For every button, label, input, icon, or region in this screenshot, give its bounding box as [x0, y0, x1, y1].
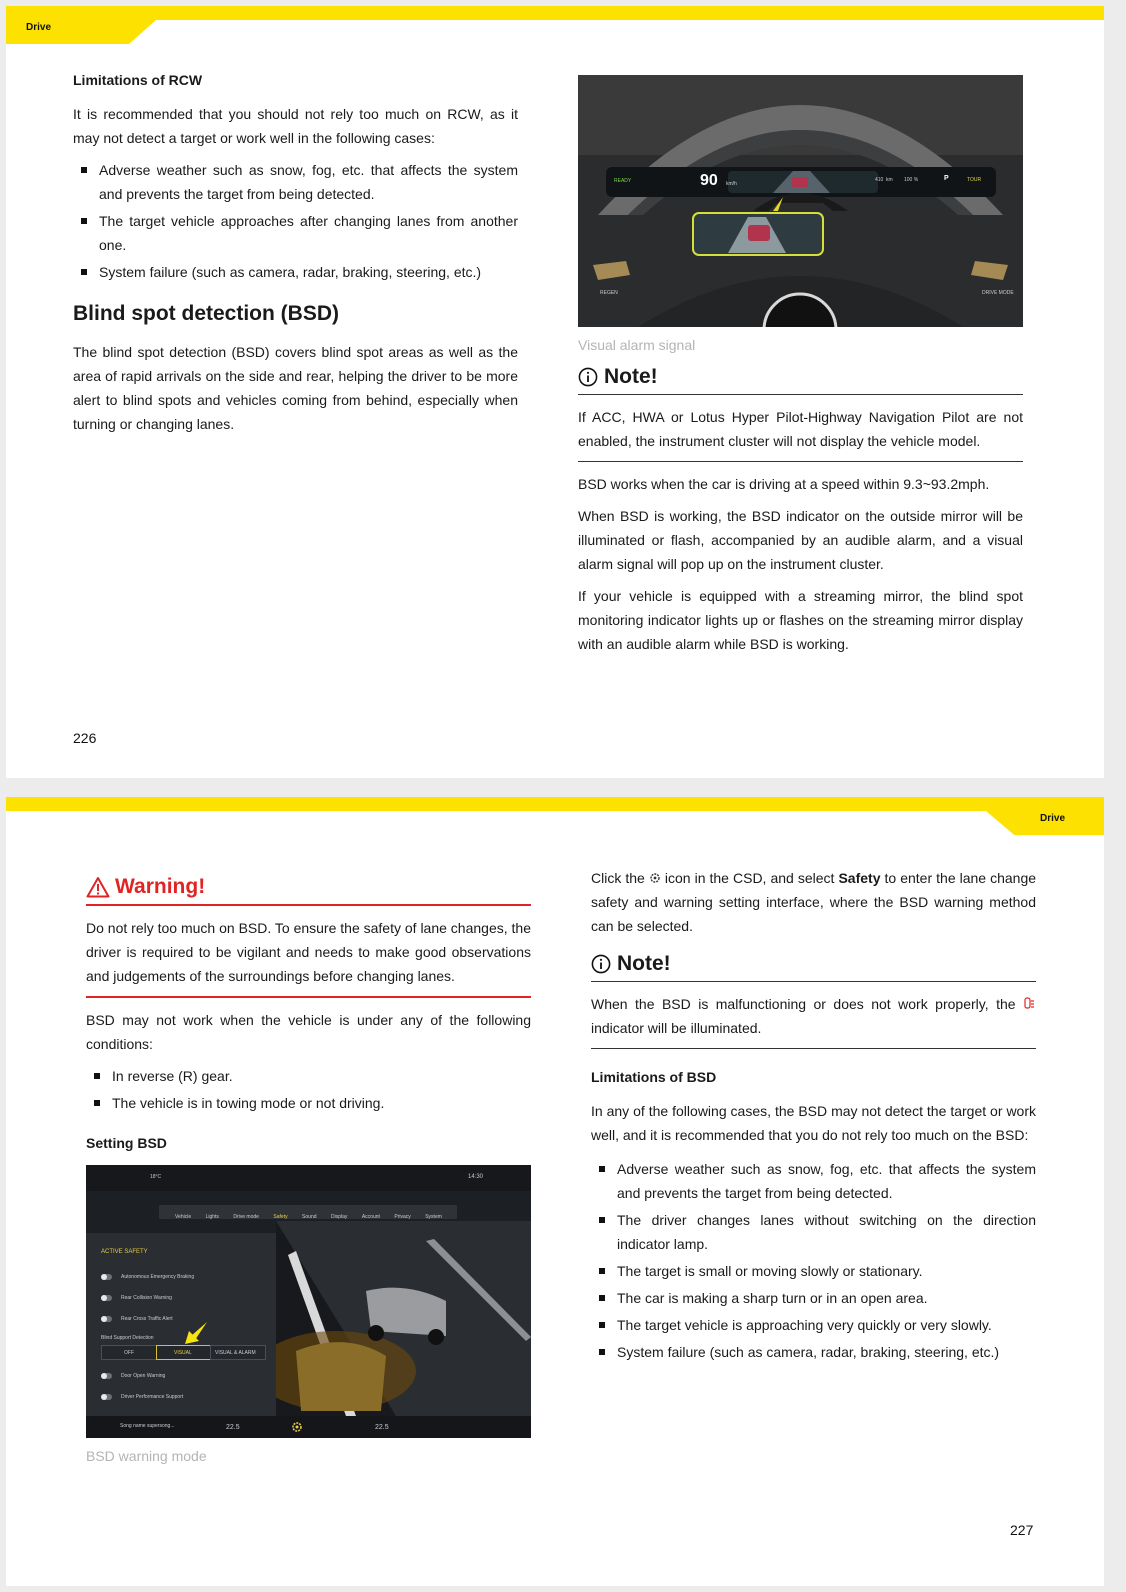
csd-row-label: Autonomous Emergency Braking — [121, 1274, 195, 1280]
bsd-intro: The blind spot detection (BSD) covers blind spot areas as well as the area of rapid arrivals on the side and rear, helping the driver to be more alert to blind spots and vehicles coming from behind, especially when turning or changing lanes. — [73, 344, 518, 432]
list-item: In reverse (R) gear. — [86, 1064, 531, 1088]
csd-tab: Account — [361, 1214, 380, 1220]
page-227 — [6, 797, 1104, 1586]
right-column — [591, 866, 1036, 1374]
csd-tab: Privacy — [394, 1214, 411, 1220]
rcw-intro: It is recommended that you should not rely too much on RCW, as it may not detect a target or work well in the following cases: — [73, 106, 518, 146]
section-tab-label: Drive — [26, 22, 52, 33]
list-item: The target vehicle is approaching very quickly or very slowly. — [591, 1313, 1036, 1337]
gear-icon — [649, 872, 661, 884]
gear-icon[interactable] — [291, 1421, 303, 1433]
bsd-option-off[interactable]: OFF — [101, 1345, 157, 1360]
bsd-fault-icon — [1023, 997, 1036, 1010]
gear-indicator: P — [944, 175, 949, 182]
note-bottom-rule — [591, 1048, 1036, 1049]
info-icon — [578, 367, 598, 387]
csd-tabs — [159, 1205, 457, 1219]
limits-bsd-heading: Limitations of BSD — [591, 1069, 717, 1085]
warning-bottom-rule — [86, 996, 531, 998]
list-item: System failure (such as camera, radar, braking, steering, etc.) — [591, 1340, 1036, 1364]
toggle-switch[interactable] — [101, 1394, 112, 1400]
drive-mode-paddle-label: DRIVE MODE — [982, 290, 1014, 296]
pointer-arrow-icon — [181, 1319, 211, 1347]
note-top-rule — [578, 394, 1023, 395]
note-text: If ACC, HWA or Lotus Hyper Pilot-Highway Navigation Pilot are not enabled, the instrument cluster will not display the vehicle model. — [578, 409, 1023, 449]
csd-row-label: Driver Performance Support — [121, 1394, 184, 1400]
range-unit: km — [886, 177, 893, 183]
list-item: The vehicle is in towing mode or not driving. — [86, 1091, 531, 1115]
toggle-switch[interactable] — [101, 1274, 112, 1280]
csd-road-scene — [276, 1221, 531, 1416]
csd-tab: Lights — [205, 1214, 219, 1220]
bsd-heading: Blind spot detection (BSD) — [73, 302, 339, 325]
media-title: Song name supersong... — [120, 1423, 175, 1429]
limits-list — [591, 1157, 1036, 1364]
list-item: The target is small or moving slowly or stationary. — [591, 1259, 1036, 1283]
list-item: The target vehicle approaches after changing lanes from another one. — [73, 209, 518, 257]
conditions-intro: BSD may not work when the vehicle is under any of the following conditions: — [86, 1012, 531, 1052]
csd-instruction: Click the icon in the CSD, and select Safety to enter the lane change safety and warning setting interface, where the BSD warning method can be selected. — [591, 870, 1037, 934]
list-item: System failure (such as camera, radar, braking, steering, etc.) — [73, 260, 518, 284]
warning-title: Warning! — [115, 875, 206, 898]
warning-icon — [86, 876, 110, 898]
conditions-list — [86, 1064, 531, 1115]
note-text: When the BSD is malfunctioning or does not work properly, the indicator will be illuminated. — [591, 992, 1036, 1040]
regen-label: REGEN — [600, 290, 618, 296]
active-safety-label: ACTIVE SAFETY — [101, 1249, 148, 1255]
figure-caption: BSD warning mode — [86, 1448, 207, 1464]
list-item: The driver changes lanes without switching on the direction indicator lamp. — [591, 1208, 1036, 1256]
warning-text: Do not rely too much on BSD. To ensure the safety of lane changes, the driver is required to be vigilant and needs to make good observations and judgements of the surroundings before changing lanes. — [86, 920, 531, 984]
csd-temperature: 18°C — [150, 1174, 162, 1180]
ready-label: READY — [614, 178, 632, 184]
info-icon — [591, 954, 611, 974]
page-number: 226 — [73, 730, 97, 746]
toggle-switch[interactable] — [101, 1295, 112, 1301]
toggle-switch[interactable] — [101, 1373, 112, 1379]
left-column — [86, 875, 531, 1476]
csd-row-label: Rear Cross Traffic Alert — [121, 1316, 173, 1322]
note-title: Note! — [617, 952, 671, 975]
csd-tab: Sound — [302, 1214, 317, 1220]
note-top-rule — [591, 981, 1036, 982]
right-column — [578, 75, 1023, 664]
toggle-switch[interactable] — [101, 1316, 112, 1322]
streaming-mirror-paragraph: If your vehicle is equipped with a streaming mirror, the blind spot monitoring indicator lights up or flashes on the streaming mirror display with an audible alarm while BSD is working. — [578, 588, 1023, 652]
limits-intro: In any of the following cases, the BSD may not detect the target or work well, and it is recommended that you do not rely too much on the BSD: — [591, 1103, 1036, 1143]
csd-tab-safety: Safety — [273, 1214, 288, 1220]
left-temp: 22.5 — [226, 1424, 240, 1431]
instrument-cluster-illustration — [578, 75, 1023, 327]
page-number: 227 — [1010, 1522, 1034, 1538]
bsd-option-visual[interactable]: VISUAL — [156, 1345, 211, 1360]
csd-tab: Drive mode — [233, 1214, 259, 1220]
csd-tab: System — [425, 1214, 442, 1220]
speed-unit: km/h — [726, 181, 737, 187]
csd-row-label: Door Open Warning — [121, 1373, 166, 1379]
csd-settings-figure — [86, 1165, 531, 1438]
warning-top-rule — [86, 904, 531, 906]
battery-value: 100 % — [904, 177, 919, 183]
csd-row-label: Rear Collision Warning — [121, 1295, 172, 1301]
bsd-option-visual-alarm[interactable]: VISUAL & ALARM — [210, 1345, 266, 1360]
csd-clock: 14:30 — [468, 1174, 484, 1180]
header-band — [6, 6, 1104, 20]
left-column — [73, 72, 518, 444]
bsd-speed-paragraph: BSD works when the car is driving at a speed within 9.3~93.2mph. — [578, 476, 990, 492]
right-temp: 22.5 — [375, 1424, 389, 1431]
list-item: Adverse weather such as snow, fog, etc. that affects the system and prevents the target from being detected. — [73, 158, 518, 206]
figure-caption: Visual alarm signal — [578, 337, 696, 353]
range-value: 410 — [875, 177, 884, 183]
page-226 — [6, 6, 1104, 778]
note-title: Note! — [604, 365, 658, 388]
visual-alarm-figure — [578, 75, 1023, 327]
list-item: The car is making a sharp turn or in an open area. — [591, 1286, 1036, 1310]
csd-tab: Vehicle — [175, 1214, 192, 1220]
bsd-setting-label: Blind Support Detection — [101, 1335, 154, 1341]
list-item: Adverse weather such as snow, fog, etc. that affects the system and prevents the target from being detected. — [591, 1157, 1036, 1205]
note-heading — [591, 952, 1036, 976]
note-heading — [578, 365, 1023, 389]
rcw-heading: Limitations of RCW — [73, 72, 203, 88]
setting-bsd-heading: Setting BSD — [86, 1135, 167, 1151]
speed-value: 90 — [700, 172, 718, 189]
note-bottom-rule — [578, 461, 1023, 462]
csd-tab: Display — [330, 1214, 348, 1220]
bsd-indicator-paragraph: When BSD is working, the BSD indicator on the outside mirror will be illuminated or flash, accompanied by an audible alarm, and a visual alarm signal will pop up on the instrument cluster. — [578, 508, 1023, 572]
rcw-list — [73, 158, 518, 284]
section-tab-label: Drive — [1040, 813, 1066, 824]
header-band — [6, 797, 1104, 811]
car-illustration — [276, 1221, 531, 1416]
warning-heading — [86, 875, 531, 899]
drive-mode-label: TOUR — [967, 177, 982, 183]
